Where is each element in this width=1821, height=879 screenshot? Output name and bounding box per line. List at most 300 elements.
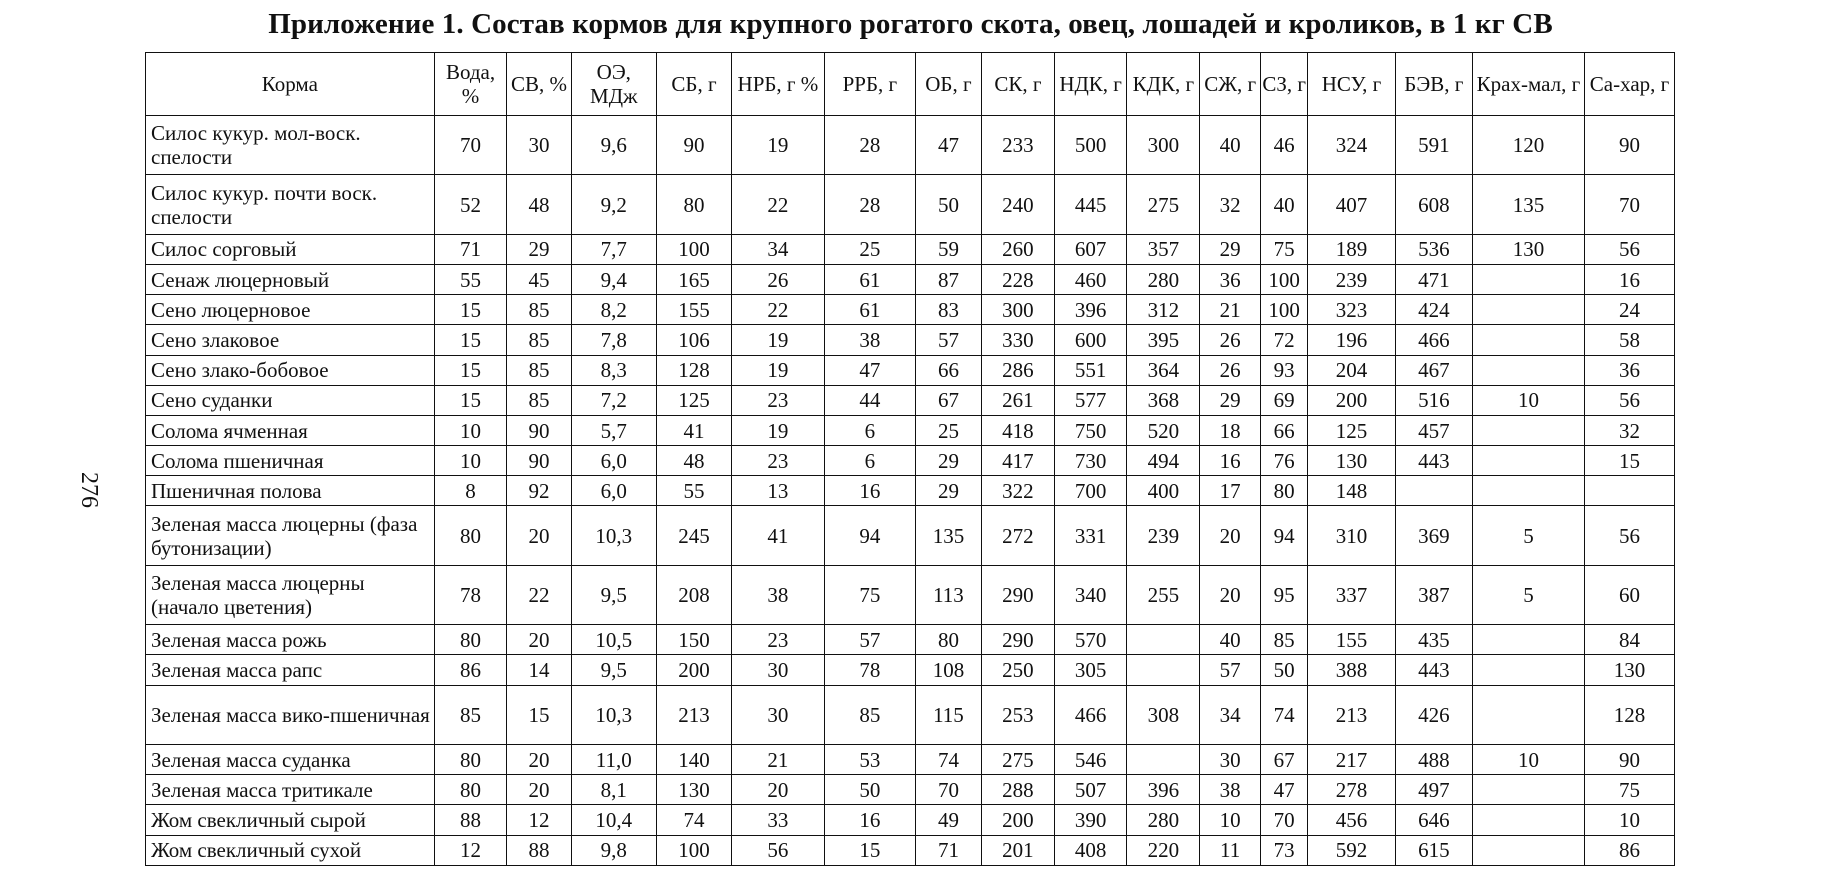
table-cell: 80 — [657, 175, 732, 234]
table-cell: 418 — [982, 415, 1055, 445]
table-cell: 90 — [1585, 745, 1675, 775]
table-cell: 551 — [1054, 355, 1127, 385]
table-cell — [1472, 476, 1584, 506]
column-header: НДК, г — [1054, 53, 1127, 116]
table-cell: 407 — [1308, 175, 1396, 234]
table-cell: 200 — [657, 655, 732, 685]
table-cell: 20 — [507, 775, 571, 805]
table-cell: 10 — [1472, 385, 1584, 415]
table-cell: 10 — [1585, 805, 1675, 835]
table-cell: 78 — [434, 565, 507, 624]
table-cell: 11 — [1200, 835, 1261, 865]
table-row — [146, 234, 1675, 264]
table-cell: 92 — [507, 476, 571, 506]
table-cell: 50 — [1261, 655, 1308, 685]
table-cell: 25 — [915, 415, 981, 445]
table-cell: 443 — [1395, 446, 1472, 476]
table-cell: 516 — [1395, 385, 1472, 415]
table-cell: 74 — [657, 805, 732, 835]
table-cell — [1127, 655, 1200, 685]
table-cell: 120 — [1472, 116, 1584, 175]
table-cell: 700 — [1054, 476, 1127, 506]
table-cell: 70 — [915, 775, 981, 805]
table-cell: 130 — [1585, 655, 1675, 685]
table-row — [146, 264, 1675, 294]
table-cell: 48 — [507, 175, 571, 234]
feed-name-cell: Зеленая масса суданка — [146, 745, 435, 775]
table-cell: 730 — [1054, 446, 1127, 476]
table-cell: 426 — [1395, 685, 1472, 744]
table-cell: 239 — [1308, 264, 1396, 294]
table-cell: 16 — [1585, 264, 1675, 294]
column-header: НСУ, г — [1308, 53, 1396, 116]
column-header: КДК, г — [1127, 53, 1200, 116]
table-cell: 55 — [434, 264, 507, 294]
table-cell: 546 — [1054, 745, 1127, 775]
table-cell: 84 — [1585, 625, 1675, 655]
feed-name-cell: Зеленая масса рапс — [146, 655, 435, 685]
table-cell: 48 — [657, 446, 732, 476]
table-cell: 66 — [915, 355, 981, 385]
table-cell: 22 — [731, 175, 824, 234]
table-cell: 15 — [434, 385, 507, 415]
table-cell — [1127, 625, 1200, 655]
table-cell: 7,8 — [571, 325, 657, 355]
table-row — [146, 446, 1675, 476]
table-cell: 28 — [824, 116, 915, 175]
table-cell: 310 — [1308, 506, 1396, 565]
table-cell — [1472, 415, 1584, 445]
table-cell: 125 — [657, 385, 732, 415]
table-cell: 40 — [1200, 625, 1261, 655]
table-cell: 208 — [657, 565, 732, 624]
table-cell: 16 — [824, 476, 915, 506]
table-cell: 85 — [1261, 625, 1308, 655]
table-cell: 456 — [1308, 805, 1396, 835]
table-cell: 21 — [731, 745, 824, 775]
feed-name-cell: Силос кукур. мол-воск. спелости — [146, 116, 435, 175]
table-cell — [1472, 355, 1584, 385]
table-header-row — [146, 53, 1675, 116]
table-cell — [1472, 805, 1584, 835]
feed-name-cell: Сено суданки — [146, 385, 435, 415]
table-cell: 16 — [824, 805, 915, 835]
table-cell: 286 — [982, 355, 1055, 385]
table-cell: 29 — [1200, 234, 1261, 264]
table-cell: 130 — [1308, 446, 1396, 476]
table-cell: 290 — [982, 625, 1055, 655]
table-cell: 15 — [507, 685, 571, 744]
table-cell: 32 — [1585, 415, 1675, 445]
table-cell: 70 — [1261, 805, 1308, 835]
table-cell: 38 — [731, 565, 824, 624]
table-cell: 52 — [434, 175, 507, 234]
table-cell: 75 — [1585, 775, 1675, 805]
table-cell: 94 — [824, 506, 915, 565]
table-cell: 73 — [1261, 835, 1308, 865]
table-cell: 44 — [824, 385, 915, 415]
table-cell: 22 — [731, 295, 824, 325]
table-cell: 36 — [1585, 355, 1675, 385]
table-cell: 57 — [915, 325, 981, 355]
table-cell: 435 — [1395, 625, 1472, 655]
table-cell: 34 — [731, 234, 824, 264]
column-header: БЭВ, г — [1395, 53, 1472, 116]
table-cell: 76 — [1261, 446, 1308, 476]
feed-name-cell: Жом свекличный сырой — [146, 805, 435, 835]
table-cell: 80 — [434, 745, 507, 775]
table-cell: 10,4 — [571, 805, 657, 835]
feed-composition-table-wrapper — [145, 52, 1675, 866]
table-cell: 19 — [731, 325, 824, 355]
table-cell: 85 — [434, 685, 507, 744]
table-cell: 15 — [434, 295, 507, 325]
table-cell: 500 — [1054, 116, 1127, 175]
table-cell: 9,8 — [571, 835, 657, 865]
table-cell: 80 — [434, 506, 507, 565]
table-cell: 12 — [434, 835, 507, 865]
table-cell: 80 — [915, 625, 981, 655]
table-row — [146, 355, 1675, 385]
table-cell: 15 — [1585, 446, 1675, 476]
feed-name-cell: Зеленая масса вико-пшеничная — [146, 685, 435, 744]
table-cell: 275 — [982, 745, 1055, 775]
table-cell: 94 — [1261, 506, 1308, 565]
table-header — [146, 53, 1675, 116]
column-header: Корма — [146, 53, 435, 116]
table-cell: 300 — [982, 295, 1055, 325]
table-cell: 100 — [1261, 295, 1308, 325]
table-cell: 9,6 — [571, 116, 657, 175]
column-header: СК, г — [982, 53, 1055, 116]
table-cell: 20 — [1200, 565, 1261, 624]
table-cell: 15 — [434, 325, 507, 355]
table-cell: 13 — [731, 476, 824, 506]
feed-name-cell: Зеленая масса люцерны (фаза бутонизации) — [146, 506, 435, 565]
table-cell: 80 — [1261, 476, 1308, 506]
table-cell: 148 — [1308, 476, 1396, 506]
table-cell: 150 — [657, 625, 732, 655]
feed-name-cell: Сено люцерновое — [146, 295, 435, 325]
table-cell: 536 — [1395, 234, 1472, 264]
table-cell: 253 — [982, 685, 1055, 744]
table-cell: 59 — [915, 234, 981, 264]
table-cell: 46 — [1261, 116, 1308, 175]
table-cell: 368 — [1127, 385, 1200, 415]
table-cell: 250 — [982, 655, 1055, 685]
table-cell: 70 — [1585, 175, 1675, 234]
page-title: Приложение 1. Состав кормов для крупного рогатого скота, овец, лошадей и кроликов, в 1 кг СВ — [268, 8, 1553, 40]
table-cell: 29 — [915, 476, 981, 506]
table-cell: 30 — [731, 685, 824, 744]
table-cell: 50 — [824, 775, 915, 805]
table-cell: 40 — [1200, 116, 1261, 175]
table-cell: 90 — [507, 415, 571, 445]
table-cell: 28 — [824, 175, 915, 234]
table-cell: 140 — [657, 745, 732, 775]
table-cell: 95 — [1261, 565, 1308, 624]
table-cell: 26 — [731, 264, 824, 294]
table-cell: 17 — [1200, 476, 1261, 506]
column-header: ОЭ, МДж — [571, 53, 657, 116]
table-cell: 240 — [982, 175, 1055, 234]
table-cell: 70 — [434, 116, 507, 175]
table-cell: 130 — [1472, 234, 1584, 264]
page-number: 276 — [76, 472, 102, 508]
table-cell: 750 — [1054, 415, 1127, 445]
table-cell: 457 — [1395, 415, 1472, 445]
table-cell: 305 — [1054, 655, 1127, 685]
table-cell: 85 — [507, 325, 571, 355]
column-header: РРБ, г — [824, 53, 915, 116]
table-cell: 69 — [1261, 385, 1308, 415]
table-row — [146, 476, 1675, 506]
table-cell — [1585, 476, 1675, 506]
table-cell: 125 — [1308, 415, 1396, 445]
table-cell: 272 — [982, 506, 1055, 565]
table-cell: 56 — [1585, 234, 1675, 264]
table-cell: 213 — [1308, 685, 1396, 744]
table-cell: 61 — [824, 264, 915, 294]
table-cell: 467 — [1395, 355, 1472, 385]
table-cell: 165 — [657, 264, 732, 294]
table-cell: 20 — [507, 506, 571, 565]
table-cell: 100 — [1261, 264, 1308, 294]
table-cell: 280 — [1127, 264, 1200, 294]
table-cell: 22 — [507, 565, 571, 624]
table-cell: 56 — [731, 835, 824, 865]
table-cell: 600 — [1054, 325, 1127, 355]
table-cell: 494 — [1127, 446, 1200, 476]
feed-name-cell: Жом свекличный сухой — [146, 835, 435, 865]
table-cell: 288 — [982, 775, 1055, 805]
table-cell: 9,5 — [571, 565, 657, 624]
table-cell: 201 — [982, 835, 1055, 865]
table-cell: 204 — [1308, 355, 1396, 385]
table-body — [146, 116, 1675, 866]
table-cell — [1472, 775, 1584, 805]
table-cell: 10,3 — [571, 506, 657, 565]
table-cell: 7,7 — [571, 234, 657, 264]
table-cell: 5,7 — [571, 415, 657, 445]
table-cell: 275 — [1127, 175, 1200, 234]
table-cell: 85 — [507, 355, 571, 385]
table-cell: 93 — [1261, 355, 1308, 385]
column-header: НРБ, г % — [731, 53, 824, 116]
table-cell: 460 — [1054, 264, 1127, 294]
table-cell: 128 — [657, 355, 732, 385]
table-cell: 58 — [1585, 325, 1675, 355]
table-cell: 90 — [1585, 116, 1675, 175]
table-cell: 19 — [731, 355, 824, 385]
table-cell: 213 — [657, 685, 732, 744]
table-cell: 337 — [1308, 565, 1396, 624]
table-row — [146, 295, 1675, 325]
table-cell: 10 — [434, 446, 507, 476]
column-header: СЖ, г — [1200, 53, 1261, 116]
table-cell — [1472, 264, 1584, 294]
table-cell: 38 — [824, 325, 915, 355]
table-cell: 113 — [915, 565, 981, 624]
table-cell: 10 — [1200, 805, 1261, 835]
table-cell: 340 — [1054, 565, 1127, 624]
table-cell: 55 — [657, 476, 732, 506]
table-cell: 60 — [1585, 565, 1675, 624]
table-row — [146, 506, 1675, 565]
table-cell: 115 — [915, 685, 981, 744]
table-cell: 57 — [1200, 655, 1261, 685]
table-cell: 83 — [915, 295, 981, 325]
table-cell — [1395, 476, 1472, 506]
column-header: СЗ, г — [1261, 53, 1308, 116]
table-cell: 32 — [1200, 175, 1261, 234]
feed-name-cell: Зеленая масса рожь — [146, 625, 435, 655]
table-cell: 36 — [1200, 264, 1261, 294]
table-cell: 388 — [1308, 655, 1396, 685]
table-cell: 21 — [1200, 295, 1261, 325]
table-cell — [1472, 655, 1584, 685]
table-cell: 135 — [1472, 175, 1584, 234]
table-row — [146, 175, 1675, 234]
table-cell: 75 — [1261, 234, 1308, 264]
table-cell: 200 — [1308, 385, 1396, 415]
table-cell: 29 — [507, 234, 571, 264]
table-cell: 330 — [982, 325, 1055, 355]
table-cell: 90 — [657, 116, 732, 175]
feed-name-cell: Солома ячменная — [146, 415, 435, 445]
table-cell: 9,5 — [571, 655, 657, 685]
table-cell: 245 — [657, 506, 732, 565]
column-header: Вода, % — [434, 53, 507, 116]
table-cell: 6 — [824, 446, 915, 476]
feed-name-cell: Зеленая масса люцерны (начало цветения) — [146, 565, 435, 624]
table-cell: 45 — [507, 264, 571, 294]
table-cell: 20 — [1200, 506, 1261, 565]
table-cell: 56 — [1585, 506, 1675, 565]
table-row — [146, 655, 1675, 685]
feed-composition-table — [145, 52, 1675, 866]
table-cell: 570 — [1054, 625, 1127, 655]
table-cell: 646 — [1395, 805, 1472, 835]
table-cell: 19 — [731, 116, 824, 175]
table-cell: 8,3 — [571, 355, 657, 385]
table-cell: 6 — [824, 415, 915, 445]
table-cell: 130 — [657, 775, 732, 805]
table-cell: 80 — [434, 625, 507, 655]
table-cell: 14 — [507, 655, 571, 685]
table-cell: 8,1 — [571, 775, 657, 805]
table-cell: 387 — [1395, 565, 1472, 624]
table-cell — [1472, 325, 1584, 355]
table-cell: 323 — [1308, 295, 1396, 325]
table-cell: 11,0 — [571, 745, 657, 775]
table-cell: 20 — [731, 775, 824, 805]
table-cell: 12 — [507, 805, 571, 835]
table-cell: 155 — [657, 295, 732, 325]
table-cell: 47 — [824, 355, 915, 385]
table-cell: 100 — [657, 234, 732, 264]
table-cell: 8,2 — [571, 295, 657, 325]
column-header: СВ, % — [507, 53, 571, 116]
table-row — [146, 415, 1675, 445]
table-cell: 80 — [434, 775, 507, 805]
table-cell: 196 — [1308, 325, 1396, 355]
table-cell: 9,4 — [571, 264, 657, 294]
table-cell: 41 — [731, 506, 824, 565]
feed-name-cell: Сено злако-бобовое — [146, 355, 435, 385]
table-cell: 40 — [1261, 175, 1308, 234]
table-cell: 261 — [982, 385, 1055, 415]
table-cell — [1472, 625, 1584, 655]
table-cell: 357 — [1127, 234, 1200, 264]
column-header: ОБ, г — [915, 53, 981, 116]
table-cell: 71 — [915, 835, 981, 865]
feed-name-cell: Пшеничная полова — [146, 476, 435, 506]
table-cell: 331 — [1054, 506, 1127, 565]
table-cell: 87 — [915, 264, 981, 294]
table-cell: 41 — [657, 415, 732, 445]
column-header: СБ, г — [657, 53, 732, 116]
table-cell: 26 — [1200, 325, 1261, 355]
table-cell: 615 — [1395, 835, 1472, 865]
feed-name-cell: Сенаж люцерновый — [146, 264, 435, 294]
table-cell: 20 — [507, 745, 571, 775]
table-cell: 591 — [1395, 116, 1472, 175]
table-cell: 278 — [1308, 775, 1396, 805]
table-cell: 88 — [434, 805, 507, 835]
table-cell: 396 — [1054, 295, 1127, 325]
table-cell: 408 — [1054, 835, 1127, 865]
table-cell: 74 — [1261, 685, 1308, 744]
table-cell: 155 — [1308, 625, 1396, 655]
table-cell: 443 — [1395, 655, 1472, 685]
table-cell: 50 — [915, 175, 981, 234]
table-cell: 9,2 — [571, 175, 657, 234]
feed-name-cell: Силос кукур. почти воск. спелости — [146, 175, 435, 234]
table-cell: 10,5 — [571, 625, 657, 655]
table-cell: 7,2 — [571, 385, 657, 415]
table-cell: 396 — [1127, 775, 1200, 805]
table-cell: 233 — [982, 116, 1055, 175]
feed-name-cell: Солома пшеничная — [146, 446, 435, 476]
table-cell: 85 — [507, 295, 571, 325]
table-cell: 255 — [1127, 565, 1200, 624]
table-row — [146, 325, 1675, 355]
table-cell: 400 — [1127, 476, 1200, 506]
table-cell: 290 — [982, 565, 1055, 624]
table-cell: 5 — [1472, 565, 1584, 624]
table-cell: 38 — [1200, 775, 1261, 805]
table-cell: 49 — [915, 805, 981, 835]
table-row — [146, 775, 1675, 805]
table-cell: 10 — [1472, 745, 1584, 775]
table-row — [146, 835, 1675, 865]
table-cell: 47 — [915, 116, 981, 175]
table-cell: 75 — [824, 565, 915, 624]
table-row — [146, 625, 1675, 655]
table-cell: 85 — [824, 685, 915, 744]
table-cell: 108 — [915, 655, 981, 685]
table-cell: 6,0 — [571, 446, 657, 476]
table-row — [146, 565, 1675, 624]
table-cell: 577 — [1054, 385, 1127, 415]
table-cell: 471 — [1395, 264, 1472, 294]
table-cell: 23 — [731, 385, 824, 415]
table-cell: 280 — [1127, 805, 1200, 835]
table-cell: 200 — [982, 805, 1055, 835]
table-cell: 85 — [507, 385, 571, 415]
table-cell: 88 — [507, 835, 571, 865]
